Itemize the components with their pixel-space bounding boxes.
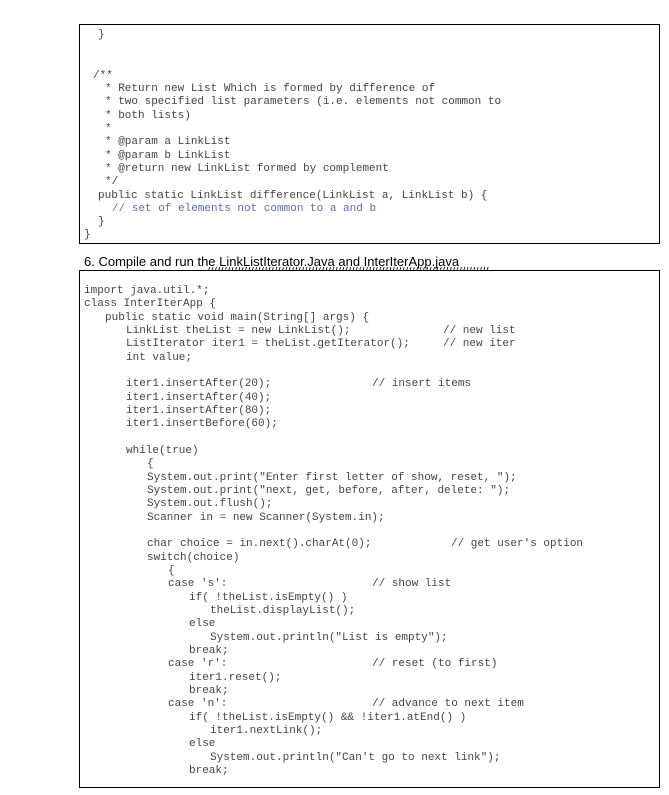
code-line: iter1.insertAfter(80); xyxy=(126,405,272,417)
code-line: /** xyxy=(93,70,113,82)
code-line: Scanner in = new Scanner(System.in); xyxy=(147,512,385,524)
code-line: case 's': xyxy=(168,578,228,590)
code-line: theList.displayList(); xyxy=(210,605,356,617)
code-line: import java.util.*; xyxy=(84,285,210,297)
code-line: break; xyxy=(189,645,229,657)
code-line: { xyxy=(168,565,175,577)
code-line: iter1.reset(); xyxy=(189,672,282,684)
code-line: * @param b LinkList xyxy=(105,150,231,162)
code-comment: // get user's option xyxy=(451,538,584,550)
code-line: while(true) xyxy=(126,445,199,457)
code-line: else xyxy=(189,738,216,750)
code-line: * xyxy=(105,123,112,135)
code-line: iter1.insertAfter(20); xyxy=(126,378,272,390)
code-line: * @param a LinkList xyxy=(105,136,231,148)
code-comment: // insert items xyxy=(372,378,472,390)
code-line: public static void main(String[] args) { xyxy=(105,312,370,324)
code-line: System.out.println("Can't go to next link"); xyxy=(210,752,501,764)
code-comment: // advance to next item xyxy=(372,698,524,710)
code-line: char choice = in.next().charAt(0); xyxy=(147,538,372,550)
code-box-interiterapp xyxy=(79,270,660,788)
code-box-difference-method xyxy=(79,24,660,244)
code-line: * two specified list parameters (i.e. elements not common to xyxy=(105,96,502,108)
code-line: * both lists) xyxy=(105,110,191,122)
code-comment: // new list xyxy=(443,325,516,337)
code-line: System.out.flush(); xyxy=(147,498,273,510)
code-line: LinkList theList = new LinkList(); xyxy=(126,325,351,337)
code-line: } xyxy=(84,229,91,241)
code-line: * Return new List Which is formed by difference of xyxy=(105,83,436,95)
code-line: if( !theList.isEmpty() ) xyxy=(189,592,348,604)
code-line: case 'r': xyxy=(168,658,228,670)
code-line: iter1.insertBefore(60); xyxy=(126,418,278,430)
code-line: System.out.print("Enter first letter of show, reset, "); xyxy=(147,472,517,484)
code-line: System.out.println("List is empty"); xyxy=(210,632,448,644)
code-line: { xyxy=(147,458,154,470)
code-line: System.out.print("next, get, before, after, delete: "); xyxy=(147,485,511,497)
code-line: else xyxy=(189,618,216,630)
code-line: iter1.insertAfter(40); xyxy=(126,392,272,404)
code-line: if( !theList.isEmpty() && !iter1.atEnd() ) xyxy=(189,712,467,724)
code-line: public static LinkList difference(LinkList a, LinkList b) { xyxy=(98,190,488,202)
code-comment: // set of elements not common to a and b xyxy=(112,203,377,215)
code-line: */ xyxy=(105,176,119,188)
code-line: iter1.nextLink(); xyxy=(210,725,323,737)
code-line: switch(choice) xyxy=(147,552,240,564)
code-line: ListIterator iter1 = theList.getIterator(); xyxy=(126,338,410,350)
code-line: int value; xyxy=(126,352,193,364)
code-line: } xyxy=(98,29,105,41)
code-comment: // new iter xyxy=(443,338,516,350)
code-comment: // reset (to first) xyxy=(372,658,498,670)
code-line: break; xyxy=(189,765,229,777)
code-line: case 'n': xyxy=(168,698,228,710)
code-line: * @return new LinkList formed by complement xyxy=(105,163,389,175)
code-line: class InterIterApp { xyxy=(84,298,217,310)
code-line: break; xyxy=(189,685,229,697)
code-line: } xyxy=(98,216,105,228)
code-comment: // show list xyxy=(372,578,452,590)
section-heading: 6. Compile and run the LinkListIterator.Java and InterIterApp.java xyxy=(84,254,460,269)
